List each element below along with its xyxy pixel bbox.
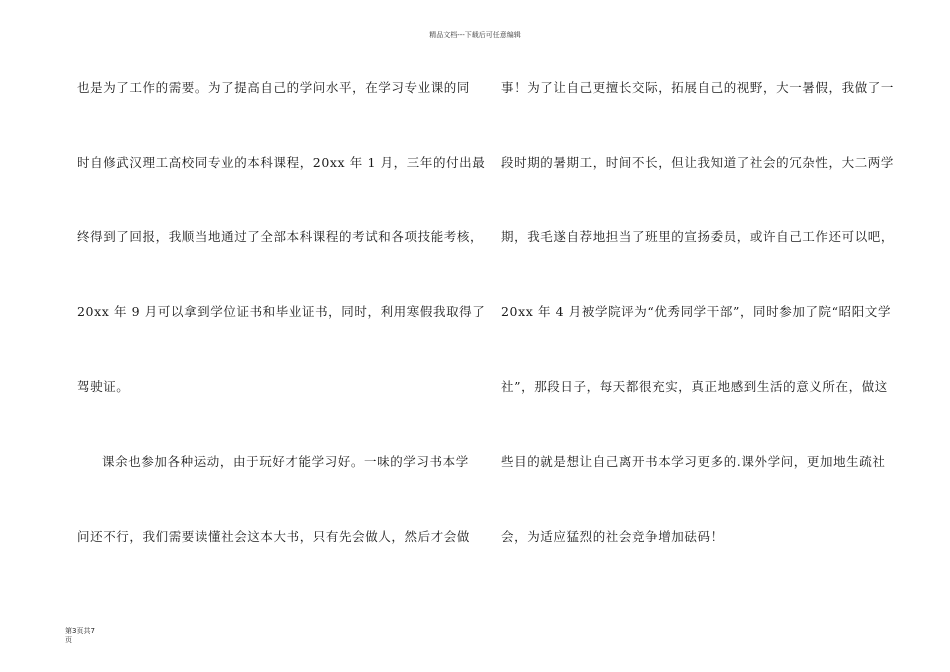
page-number-line: 页 <box>65 636 72 644</box>
paragraph-line: 20xx 年 9 月可以拿到学位证书和毕业证书，同时，利用寒假我取得了 <box>77 304 486 319</box>
page-header: 精品文档---下载后可任意编辑 <box>429 31 521 39</box>
paragraph-line: 期，我毛遂自荐地担当了班里的宣扬委员，或许自己工作还可以吧， <box>501 229 895 244</box>
paragraph-line: 驾驶证。 <box>77 379 130 394</box>
paragraph-line: 终得到了回报，我顺当地通过了全部本科课程的考试和各项技能考核， <box>77 229 484 244</box>
paragraph-line: 事！为了让自己更擅长交际，拓展自己的视野，大一暑假，我做了一 <box>501 80 895 95</box>
page-number-line: 第3页共7 <box>65 627 95 635</box>
paragraph-line: 课余也参加各种运动，由于玩好才能学习好。一味的学习书本学 <box>102 454 469 469</box>
paragraph-line: 也是为了工作的需要。为了提高自己的学问水平，在学习专业课的同 <box>77 80 471 95</box>
paragraph-line: 20xx 年 4 月被学院评为“优秀同学干部”，同时参加了院“昭阳文学 <box>501 304 892 319</box>
paragraph-line: 问还不行，我们需要读懂社会这本大书，只有先会做人，然后才会做 <box>77 529 471 544</box>
paragraph-line: 时自修武汉理工高校同专业的本科课程，20xx 年 1 月，三年的付出最 <box>77 155 486 170</box>
paragraph-line: 些目的就是想让自己离开书本学习更多的.课外学问，更加地生疏社 <box>501 454 886 469</box>
paragraph-line: 会，为适应猛烈的社会竞争增加砝码！ <box>501 529 724 544</box>
paragraph-line: 社”，那段日子，每天都很充实，真正地感到生活的意义所在，做这 <box>501 379 888 394</box>
page-number <box>65 627 125 645</box>
paragraph-line: 段时期的暑期工，时间不长，但让我知道了社会的冗杂性，大二两学 <box>501 155 895 170</box>
